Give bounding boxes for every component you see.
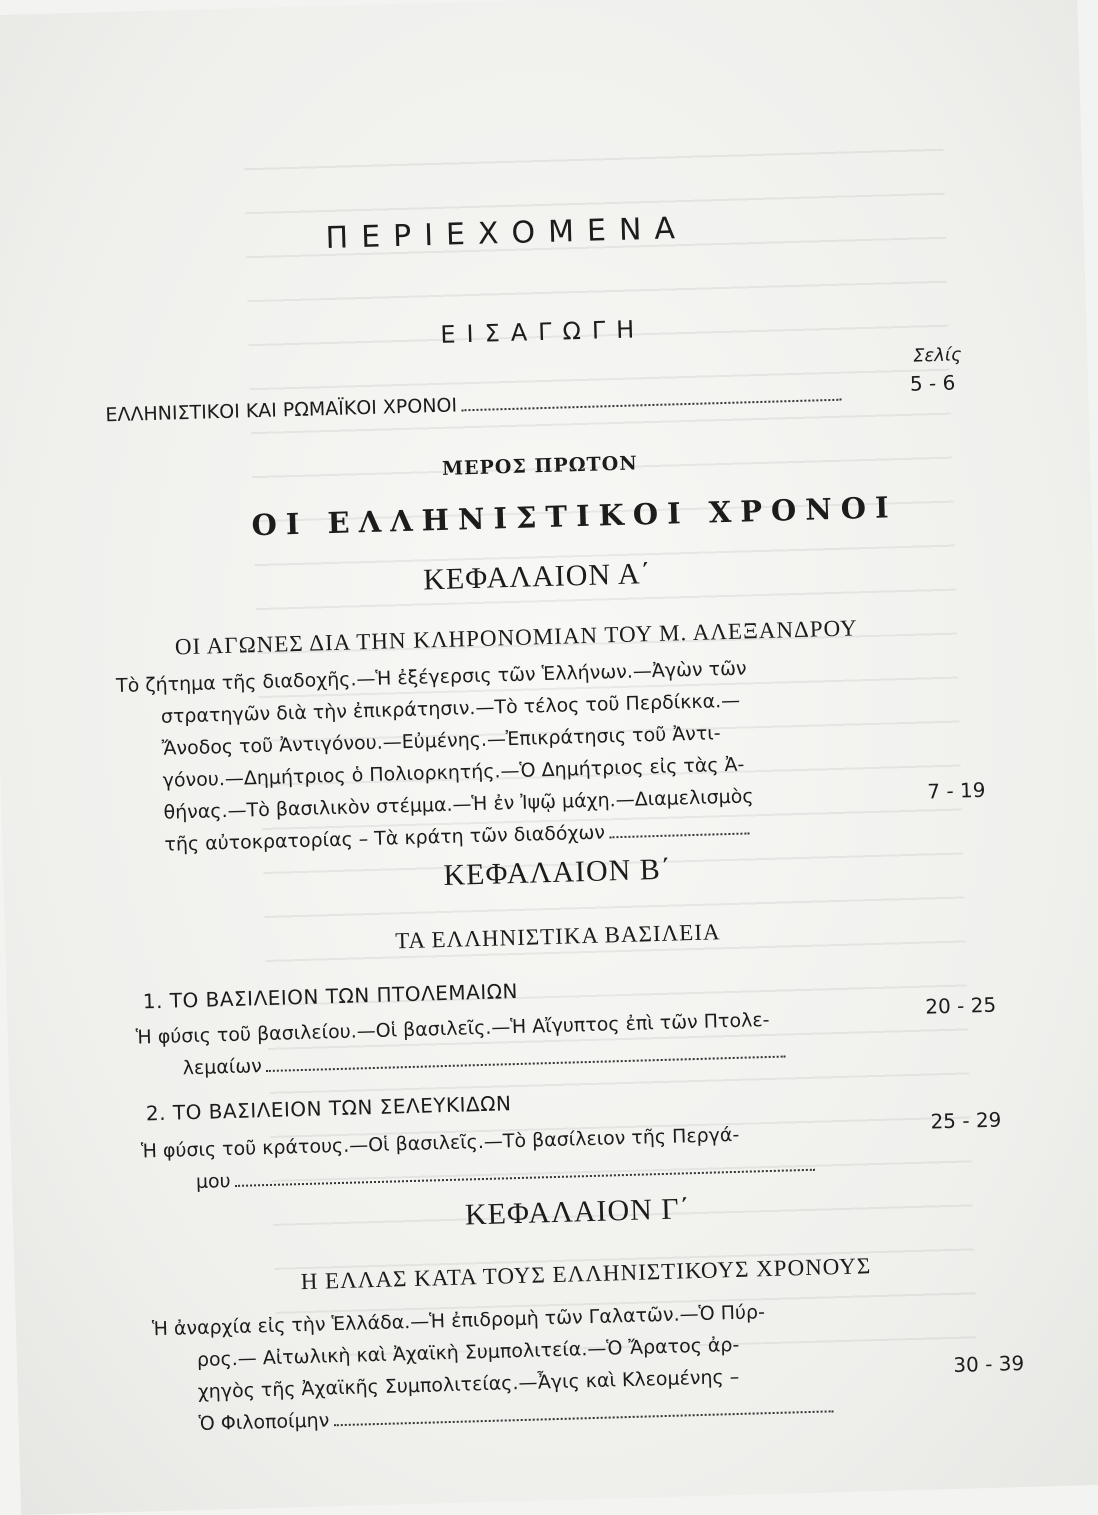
entry-line: Ἄνοδος τοῦ Ἀντιγόνου.—Εὐμένης.—Ἐπικράτησις τοῦ Ἀντι- <box>161 722 721 760</box>
chapter-a-subtitle: ΟΙ ΑΓΩΝΕΣ ΔΙΑ ΤΗΝ ΚΛΗΡΟΝΟΜΙΑΝ ΤΟΥ Μ. ΑΛΕΞΑΝΔΡΟΥ <box>174 615 858 660</box>
section-pages: 25 - 29 <box>930 1107 1002 1134</box>
entry-line-text: τῆς αὐτοκρατορίας – Τὰ κράτη τῶν διαδόχων <box>164 821 606 856</box>
leader-dots <box>609 831 749 838</box>
chapter-c-heading: ΚΕΦΑΛΑΙΟΝ Γ΄ <box>464 1192 692 1232</box>
entry-line: Ἡ φύσις τοῦ κράτους.—Οἱ βασιλεῖς.—Τὸ βασίλειον τῆς Περγά- <box>140 1123 740 1163</box>
entry-line: στρατηγῶν διὰ τὴν ἐπικράτησιν.—Τὸ τέλος τοῦ Περδίκκα.— <box>160 689 741 728</box>
page-title: ΠΕΡΙΕΧΟΜΕΝΑ <box>325 210 689 257</box>
section-entries <box>135 1003 790 1085</box>
chapter-a-pages: 7 - 19 <box>926 777 986 804</box>
part-title: ΟΙ ΕΛΛΗΝΙΣΤΙΚΟΙ ΧΡΟΝΟΙ <box>251 490 899 543</box>
chapter-b-heading: ΚΕΦΑΛΑΙΟΝ Β΄ <box>443 852 673 892</box>
leader-dots <box>461 398 841 412</box>
section-pages: 20 - 25 <box>924 992 997 1019</box>
introduction-heading: ΕΙΣΑΓΩΓΗ <box>439 315 646 349</box>
entry-line: Ἡ ἀναρχία εἰς τὴν Ἑλλάδα.—Ἡ ἐπιδρομὴ τῶν Γαλατῶν.—Ὁ Πύρ- <box>151 1301 766 1341</box>
chapter-c-pages: 30 - 39 <box>952 1350 1025 1377</box>
chapter-c-subtitle: Η ΕΛΛΑΣ ΚΑΤΑ ΤΟΥΣ ΕΛΛΗΝΙΣΤΙΚΟΥΣ ΧΡΟΝΟΥΣ <box>300 1253 872 1295</box>
page-column-label: Σελίς <box>912 344 962 367</box>
entry-line-text: Ὁ Φιλοποίμην <box>198 1409 330 1436</box>
entry-line: θήνας.—Τὸ βασιλικὸν στέμμα.—Ἡ ἐν Ἰψῷ μάχη.—Διαμελισμὸς <box>163 785 754 824</box>
entry-line: ρος.— Αἰτωλικὴ καὶ Ἀχαϊκὴ Συμπολιτεία.—Ὁ Ἄρατος ἀρ- <box>196 1333 740 1372</box>
chapter-c-entries <box>152 1294 838 1441</box>
entry-line: Ἡ φύσις τοῦ βασιλείου.—Οἱ βασιλεῖς.—Ἡ Αἴγυπτος ἐπὶ τῶν Πτολε- <box>135 1008 770 1049</box>
chapter-a-heading: ΚΕΦΑΛΑΙΟΝ Α΄ <box>422 557 652 597</box>
entry-line: χηγὸς τῆς Ἀχαϊκῆς Συμπολιτείας.—Ἆγις καὶ Κλεομένης – <box>197 1365 740 1404</box>
part-label: ΜΕΡΟΣ ΠΡΩΤΟΝ <box>441 452 638 480</box>
leader-dots <box>266 1055 786 1073</box>
entry-line: Τὸ ζήτημα τῆς διαδοχῆς.—Ἡ ἐξέγερσις τῶν Ἑλλήνων.—Ἀγὼν τῶν <box>115 657 747 698</box>
chapter-b-subtitle: ΤΑ ΕΛΛΗΝΙΣΤΙΚΑ ΒΑΣΙΛΕΙΑ <box>394 919 721 954</box>
entry-line-text: λεμαίων <box>182 1055 263 1080</box>
entry-line-text: μου <box>195 1170 231 1194</box>
introduction-pages: 5 - 6 <box>909 370 956 396</box>
section-heading: 1. ΤΟ ΒΑΣΙΛΕΙΟΝ ΤΩΝ ΠΤΟΛΕΜΑΙΩΝ <box>142 978 519 1014</box>
section-entries <box>141 1117 819 1200</box>
introduction-entry-text: ΕΛΛΗΝΙΣΤΙΚΟΙ ΚΑΙ ΡΩΜΑΪΚΟΙ ΧΡΟΝΟΙ <box>105 394 458 427</box>
introduction-entry <box>105 384 845 427</box>
entry-line: γόνου.—Δημήτριος ὁ Πολιορκητής.—Ὁ Δημήτριος εἰς τὰς Ἀ- <box>162 753 745 792</box>
leader-dots <box>333 1409 833 1426</box>
section-heading: 2. ΤΟ ΒΑΣΙΛΕΙΟΝ ΤΩΝ ΣΕΛΕΥΚΙΔΩΝ <box>145 1091 512 1126</box>
chapter-a-entries <box>116 652 755 862</box>
leader-dots <box>235 1168 815 1187</box>
